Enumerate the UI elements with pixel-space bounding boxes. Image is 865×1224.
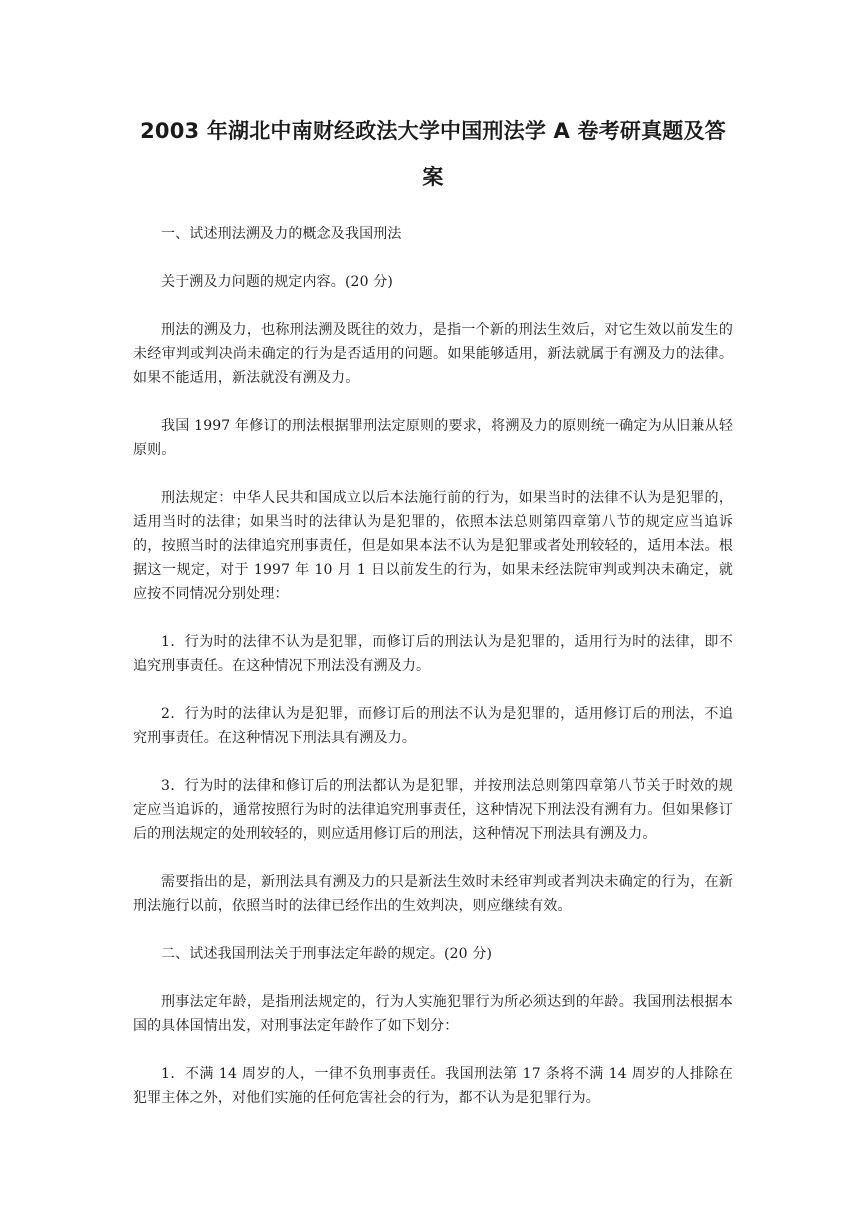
paragraph: 我国 1997 年修订的刑法根据罪刑法定原则的要求，将溯及力的原则统一确定为从旧兼从轻原则。 <box>133 418 733 458</box>
paragraph: 3．行为时的法律和修订后的刑法都认为是犯罪，并按刑法总则第四章第八节关于时效的规定应当追诉的，通常按照行为时的法律追究刑事责任，这种情况下刑法没有溯有力。但如果修订后的刑法规定的处刑较轻的，则应适用修订后的刑法，这种情况下刑法具有溯及力。 <box>133 778 733 842</box>
paragraph: 需要指出的是，新刑法具有溯及力的只是新法生效时未经审判或者判决未确定的行为，在新刑法施行以前，依照当时的法律已经作出的生效判决，则应继续有效。 <box>133 874 733 914</box>
paragraph: 1．不满 14 周岁的人，一律不负刑事责任。我国刑法第 17 条将不满 14 周岁的人排除在犯罪主体之外，对他们实施的任何危害社会的行为，都不认为是犯罪行为。 <box>133 1066 733 1106</box>
paragraph: 刑法的溯及力，也称刑法溯及既往的效力，是指一个新的刑法生效后，对它生效以前发生的未经审判或判决尚未确定的行为是否适用的问题。如果能够适用，新法就属于有溯及力的法律。如果不能适用，新法就没有溯及力。 <box>133 322 733 386</box>
document-page <box>133 108 733 1134</box>
paragraph: 2．行为时的法律认为是犯罪，而修订后的刑法不认为是犯罪的，适用修订后的刑法，不追究刑事责任。在这种情况下刑法具有溯及力。 <box>133 706 733 746</box>
document-title: 2003 年湖北中南财经政法大学中国刑法学 A 卷考研真题及答案 <box>140 119 726 189</box>
paragraph: 刑事法定年龄，是指刑法规定的，行为人实施犯罪行为所必须达到的年龄。我国刑法根据本国的具体国情出发，对刑事法定年龄作了如下划分： <box>133 994 733 1034</box>
paragraph: 一、试述刑法溯及力的概念及我国刑法 <box>161 226 402 242</box>
paragraph: 刑法规定：中华人民共和国成立以后本法施行前的行为，如果当时的法律不认为是犯罪的，适用当时的法律；如果当时的法律认为是犯罪的，依照本法总则第四章第八节的规定应当追诉的，按照当时的法律追究刑事责任，但是如果本法不认为是犯罪或者处刑较轻的，适用本法。根据这一规定，对于 1997 年 10 月 1 日以前发生的行为，如果未经法院审判或判决未确定，就应按不同情况分别处理： <box>133 490 733 602</box>
paragraph: 1．行为时的法律不认为是犯罪，而修订后的刑法认为是犯罪的，适用行为时的法律，即不追究刑事责任。在这种情况下刑法没有溯及力。 <box>133 634 733 674</box>
document-body <box>133 222 733 1110</box>
paragraph: 二、试述我国刑法关于刑事法定年龄的规定。(20 分) <box>161 946 493 962</box>
paragraph: 关于溯及力问题的规定内容。(20 分) <box>161 274 394 290</box>
